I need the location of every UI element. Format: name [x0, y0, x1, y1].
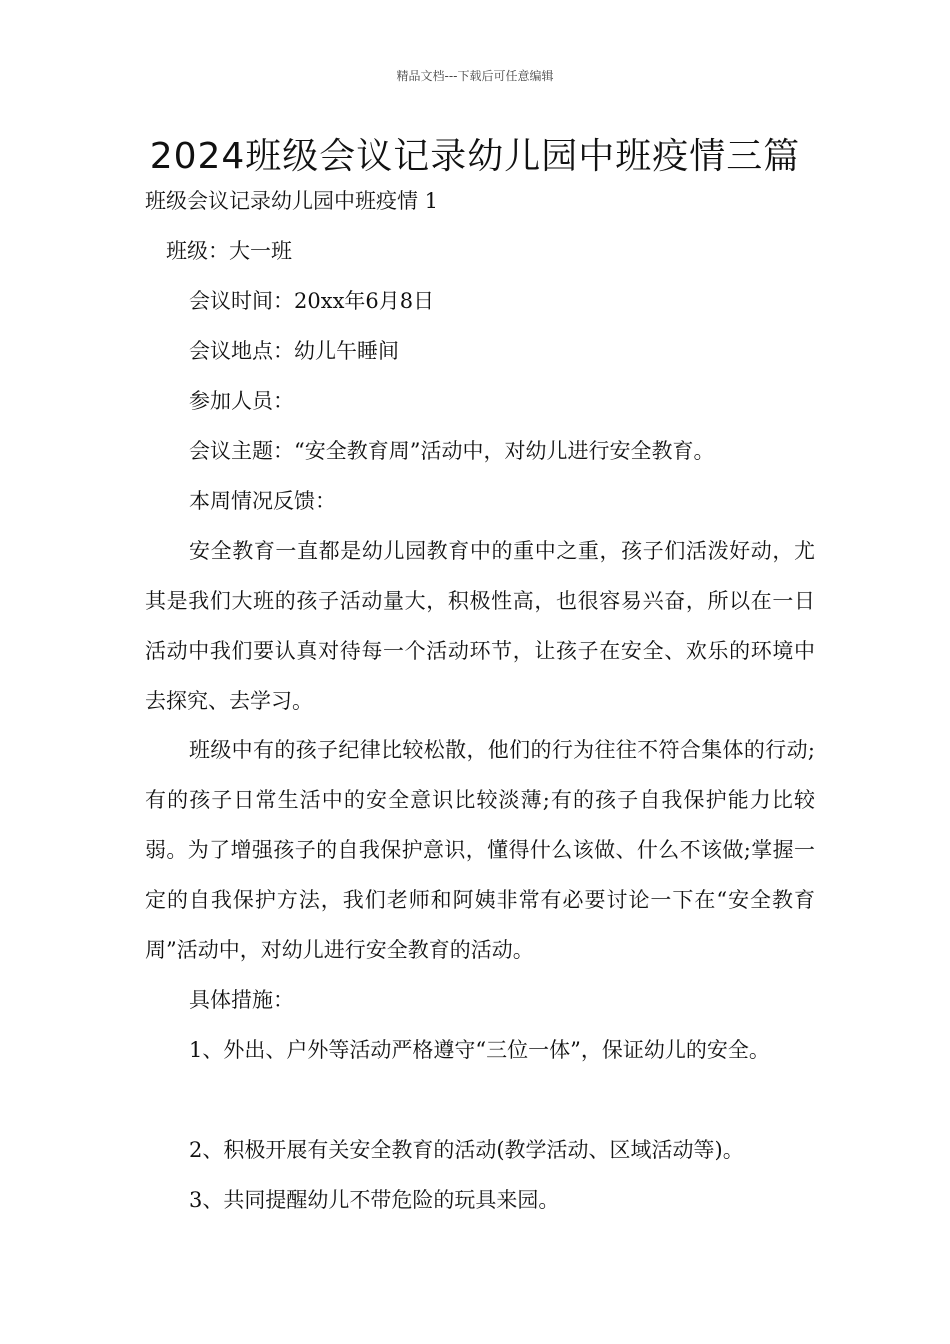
body-paragraph-1: 安全教育一直都是幼儿园教育中的重中之重，孩子们活泼好动，尤其是我们大班的孩子活动量大，积极性高，也很容易兴奋，所以在一日活动中我们要认真对待每一个活动环节，让孩子在安全、欢乐的环境中去探究、去学习。	[145, 539, 815, 713]
feedback-heading: 本周情况反馈：	[189, 489, 336, 513]
measures-heading: 具体措施：	[189, 988, 294, 1012]
meeting-place: 会议地点：幼儿午睡间	[189, 339, 399, 363]
attendees: 参加人员：	[189, 389, 294, 413]
measure-item-1: 1、外出、户外等活动严格遵守“三位一体”，保证幼儿的安全。	[189, 1038, 770, 1062]
document-subtitle: 班级会议记录幼儿园中班疫情 1	[145, 189, 439, 213]
meeting-theme: 会议主题：“安全教育周”活动中，对幼儿进行安全教育。	[189, 439, 715, 463]
measure-item-2: 2、积极开展有关安全教育的活动(教学活动、区域活动等)。	[189, 1138, 744, 1162]
measure-item-3: 3、共同提醒幼儿不带危险的玩具来园。	[189, 1188, 560, 1212]
meeting-time: 会议时间：20xx年6月8日	[189, 289, 435, 313]
header-note: 精品文档---下载后可任意编辑	[396, 69, 554, 83]
body-paragraph-2: 班级中有的孩子纪律比较松散，他们的行为往往不符合集体的行动;有的孩子日常生活中的安全意识比较淡薄;有的孩子自我保护能力比较弱。为了增强孩子的自我保护意识，懂得什么该做、什么不该做;掌握一定的自我保护方法，我们老师和阿姨非常有必要讨论一下在“安全教育周”活动中，对幼儿进行安全教育的活动。	[145, 738, 815, 962]
document-title: 2024班级会议记录幼儿园中班疫情三篇	[149, 136, 801, 177]
class-line: 班级：大一班	[166, 239, 292, 263]
